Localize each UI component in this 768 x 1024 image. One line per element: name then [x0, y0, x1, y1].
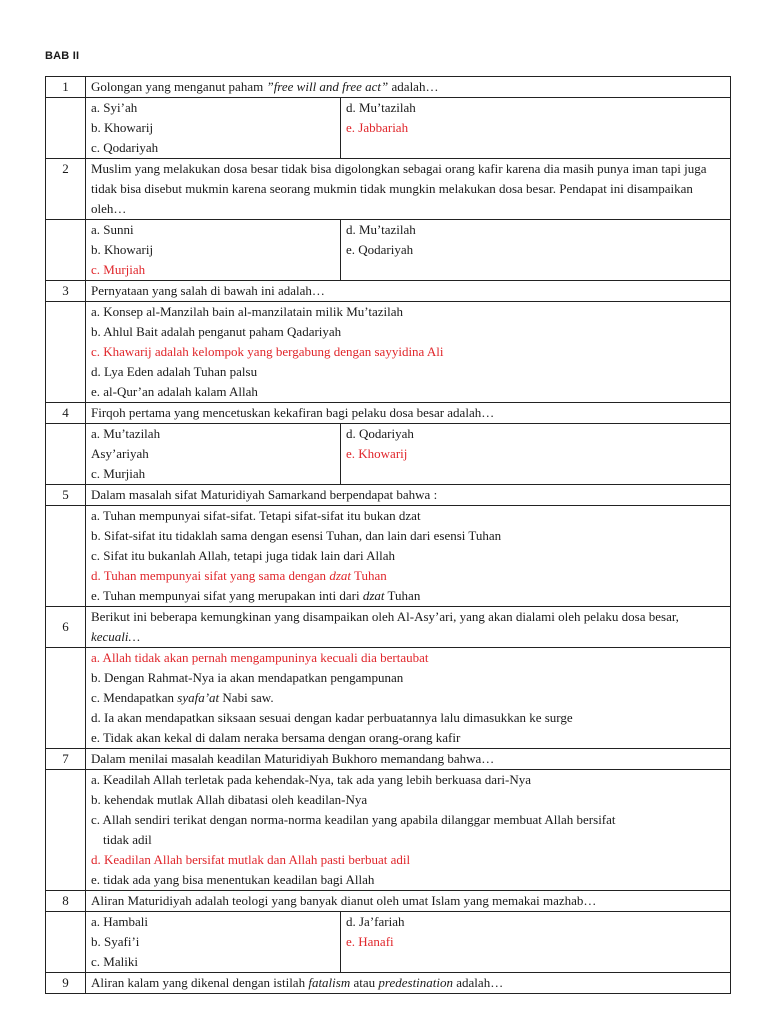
- question-row-2: [46, 159, 731, 220]
- question-number: 6: [46, 607, 86, 648]
- options-right: [341, 424, 731, 485]
- option-c[interactable]: c. Maliki: [91, 954, 138, 969]
- option-b[interactable]: b. Ahlul Bait adalah penganut paham Qadariyah: [91, 324, 342, 339]
- option-d[interactable]: d. Ja’fariah: [346, 914, 405, 929]
- option-b[interactable]: b. Khowarij: [91, 120, 154, 135]
- question-text: Berikut ini beberapa kemungkinan yang disampaikan oleh Al-Asy’ari, yang akan dialami oleh pelaku dosa besar, kecuali…: [86, 607, 731, 648]
- option-d[interactable]: d. Qodariyah: [346, 426, 414, 441]
- question-row-9: [46, 973, 731, 994]
- option-e[interactable]: e. Tidak akan kekal di dalam neraka bersama dengan orang-orang kafir: [91, 730, 461, 745]
- options-right: [341, 220, 731, 281]
- option-a[interactable]: a. Hambali: [91, 914, 149, 929]
- option-d-answer[interactable]: d. Tuhan mempunyai sifat yang sama dengan dzat Tuhan: [91, 568, 387, 583]
- options-right: [341, 98, 731, 159]
- question-number: 2: [46, 159, 86, 220]
- option-d-answer[interactable]: d. Keadilan Allah bersifat mutlak dan Allah pasti berbuat adil: [91, 852, 411, 867]
- question-number: 7: [46, 749, 86, 770]
- option-e[interactable]: e. tidak ada yang bisa menentukan keadilan bagi Allah: [91, 872, 375, 887]
- option-a[interactable]: a. Tuhan mempunyai sifat-sifat. Tetapi sifat-sifat itu bukan dzat: [91, 508, 421, 523]
- question-number: 3: [46, 281, 86, 302]
- options-left: [86, 424, 341, 485]
- options-list: [86, 770, 731, 891]
- options-row-5: [46, 506, 731, 607]
- option-e-answer[interactable]: e. Khowarij: [346, 446, 408, 461]
- option-d[interactable]: d. Mu’tazilah: [346, 100, 416, 115]
- options-row-6: [46, 648, 731, 749]
- question-text: Aliran kalam yang dikenal dengan istilah fatalism atau predestination adalah…: [86, 973, 731, 994]
- option-d[interactable]: d. Mu’tazilah: [346, 222, 416, 237]
- question-text: Muslim yang melakukan dosa besar tidak bisa digolongkan sebagai orang kafir karena dia masih punya iman tapi juga tidak bisa disebut mukmin karena seorang mukmin tidak mungkin melakukan dosa besar. Pendapat ini disampaikan oleh…: [86, 159, 731, 220]
- options-list: [86, 506, 731, 607]
- question-row-7: [46, 749, 731, 770]
- question-text: Aliran Maturidiyah adalah teologi yang banyak dianut oleh umat Islam yang memakai mazhab…: [86, 891, 731, 912]
- option-c[interactable]: c. Murjiah: [91, 466, 146, 481]
- option-b[interactable]: Asy’ariyah: [91, 446, 149, 461]
- option-a[interactable]: a. Sunni: [91, 222, 134, 237]
- option-c[interactable]: c. Qodariyah: [91, 140, 159, 155]
- option-b[interactable]: b. Sifat-sifat itu tidaklah sama dengan esensi Tuhan, dan lain dari esensi Tuhan: [91, 528, 502, 543]
- chapter-heading: BAB II: [45, 50, 80, 62]
- option-a[interactable]: a. Keadilah Allah terletak pada kehendak-Nya, tak ada yang lebih berkuasa dari-Nya: [91, 772, 532, 787]
- option-c[interactable]: c. Allah sendiri terikat dengan norma-norma keadilan yang apabila dilanggar membuat Allah bersifat: [91, 812, 616, 827]
- options-right: [341, 912, 731, 973]
- options-list: [86, 648, 731, 749]
- option-e[interactable]: e. Tuhan mempunyai sifat yang merupakan inti dari dzat Tuhan: [91, 588, 421, 603]
- option-b[interactable]: b. Khowarij: [91, 242, 154, 257]
- question-row-1: [46, 77, 731, 98]
- question-number: 5: [46, 485, 86, 506]
- question-number: 1: [46, 77, 86, 98]
- question-text: Dalam masalah sifat Maturidiyah Samarkand berpendapat bahwa :: [86, 485, 731, 506]
- option-b[interactable]: b. kehendak mutlak Allah dibatasi oleh keadilan-Nya: [91, 792, 368, 807]
- option-c[interactable]: c. Sifat itu bukanlah Allah, tetapi juga tidak lain dari Allah: [91, 548, 395, 563]
- option-e[interactable]: e. Qodariyah: [346, 242, 414, 257]
- question-row-5: [46, 485, 731, 506]
- option-b[interactable]: b. Syafi’i: [91, 934, 140, 949]
- quiz-table: [45, 76, 731, 994]
- option-a[interactable]: a. Konsep al-Manzilah bain al-manzilatain milik Mu’tazilah: [91, 304, 404, 319]
- option-a-answer[interactable]: a. Allah tidak akan pernah mengampuninya kecuali dia bertaubat: [91, 650, 429, 665]
- option-b[interactable]: b. Dengan Rahmat-Nya ia akan mendapatkan pengampunan: [91, 670, 404, 685]
- option-c-answer[interactable]: c. Murjiah: [91, 262, 146, 277]
- option-c-answer[interactable]: c. Khawarij adalah kelompok yang bergabung dengan sayyidina Ali: [91, 344, 444, 359]
- option-d[interactable]: d. Ia akan mendapatkan siksaan sesuai dengan kadar perbuatannya lalu dimasukkan ke surge: [91, 710, 573, 725]
- question-row-6: [46, 607, 731, 648]
- options-row-3: [46, 302, 731, 403]
- question-number: 4: [46, 403, 86, 424]
- options-row-8: [46, 912, 731, 973]
- options-left: [86, 220, 341, 281]
- question-row-3: [46, 281, 731, 302]
- question-text: Firqoh pertama yang mencetuskan kekafiran bagi pelaku dosa besar adalah…: [86, 403, 731, 424]
- option-e[interactable]: e. al-Qur’an adalah kalam Allah: [91, 384, 258, 399]
- option-a[interactable]: a. Syi’ah: [91, 100, 138, 115]
- options-left: [86, 98, 341, 159]
- question-text: Golongan yang menganut paham ”free will and free act” adalah…: [86, 77, 731, 98]
- options-row-4: [46, 424, 731, 485]
- option-d[interactable]: d. Lya Eden adalah Tuhan palsu: [91, 364, 258, 379]
- options-left: [86, 912, 341, 973]
- options-row-7: [46, 770, 731, 891]
- option-e-answer[interactable]: e. Hanafi: [346, 934, 394, 949]
- options-row-1: [46, 98, 731, 159]
- question-row-8: [46, 891, 731, 912]
- option-e-answer[interactable]: e. Jabbariah: [346, 120, 409, 135]
- question-number: 9: [46, 973, 86, 994]
- question-text: Pernyataan yang salah di bawah ini adalah…: [86, 281, 731, 302]
- option-c-continuation: tidak adil: [103, 832, 152, 847]
- question-text: Dalam menilai masalah keadilan Maturidiyah Bukhoro memandang bahwa…: [86, 749, 731, 770]
- option-a[interactable]: a. Mu’tazilah: [91, 426, 161, 441]
- options-list: [86, 302, 731, 403]
- question-row-4: [46, 403, 731, 424]
- question-number: 8: [46, 891, 86, 912]
- option-c[interactable]: c. Mendapatkan syafa’at Nabi saw.: [91, 690, 274, 705]
- options-row-2: [46, 220, 731, 281]
